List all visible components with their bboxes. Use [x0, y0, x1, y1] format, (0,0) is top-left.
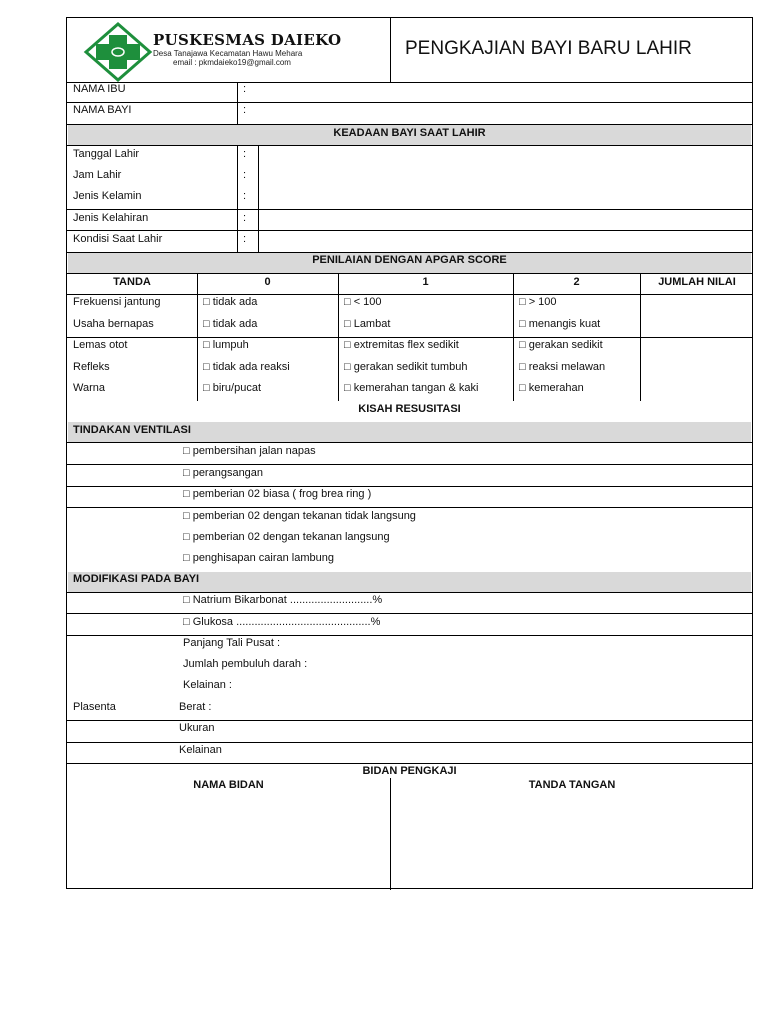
plasenta-item: Kelainan [179, 744, 222, 756]
plasenta-item: Kelainan : [183, 679, 232, 691]
colon: : [243, 233, 247, 245]
section-resusitasi: KISAH RESUSITASI [358, 403, 461, 415]
apgar-sign-muscle: Lemas otot [73, 339, 128, 351]
apgar-option[interactable]: □ tidak ada reaksi [203, 361, 290, 373]
section-apgar: PENILAIAN DENGAN APGAR SCORE [312, 254, 507, 266]
field-kondisi-lahir: Kondisi Saat Lahir [73, 233, 163, 245]
label-nama-ibu: NAMA IBU [73, 83, 126, 95]
plasenta-item: Ukuran [179, 722, 215, 734]
apgar-option[interactable]: □ gerakan sedikit [519, 339, 603, 351]
modifikasi-option[interactable]: □ Natrium Bikarbonat ...........................% [183, 594, 383, 606]
apgar-option[interactable]: □ biru/pucat [203, 382, 262, 394]
apgar-option[interactable]: □ tidak ada [203, 318, 258, 330]
org-email: email : pkmdaieko19@gmail.com [173, 58, 291, 67]
apgar-header-tanda: TANDA [113, 276, 151, 288]
apgar-option[interactable]: □ kemerahan [519, 382, 584, 394]
health-cross-logo [83, 22, 153, 82]
assessment-form [66, 17, 753, 889]
colon: : [243, 169, 247, 181]
colon: : [243, 148, 247, 160]
ventilasi-option[interactable]: □ penghisapan cairan lambung [183, 552, 334, 564]
page-title: PENGKAJIAN BAYI BARU LAHIR [405, 38, 692, 59]
apgar-sign-reflex: Refleks [73, 361, 110, 373]
org-name: PUSKESMAS DAIEKO [153, 31, 342, 49]
ventilasi-option[interactable]: □ pemberian 02 dengan tekanan langsung [183, 531, 390, 543]
apgar-option[interactable]: □ gerakan sedikit tumbuh [344, 361, 468, 373]
plasenta-item: Berat : [179, 701, 212, 713]
apgar-option[interactable]: □ Lambat [344, 318, 391, 330]
label-nama-bidan: NAMA BIDAN [193, 779, 264, 791]
label-nama-bayi: NAMA BAYI [73, 104, 132, 116]
field-jenis-kelamin: Jenis Kelamin [73, 190, 142, 202]
apgar-option[interactable]: □ < 100 [344, 296, 382, 308]
apgar-header-jumlah: JUMLAH NILAI [658, 276, 736, 288]
title-tindakan-ventilasi: TINDAKAN VENTILASI [73, 424, 191, 436]
apgar-option[interactable]: □ kemerahan tangan & kaki [344, 382, 479, 394]
apgar-sign-heart: Frekuensi jantung [73, 296, 161, 308]
apgar-option[interactable]: □ menangis kuat [519, 318, 601, 330]
field-tanggal-lahir: Tanggal Lahir [73, 148, 140, 160]
label-plasenta: Plasenta [73, 701, 116, 713]
apgar-sign-breath: Usaha bernapas [73, 318, 154, 330]
section-bidan-pengkaji: BIDAN PENGKAJI [362, 765, 457, 777]
section-keadaan-lahir: KEADAAN BAYI SAAT LAHIR [333, 127, 486, 139]
ventilasi-option[interactable]: □ perangsangan [183, 467, 264, 479]
colon: : [243, 190, 247, 202]
apgar-option[interactable]: □ tidak ada [203, 296, 258, 308]
apgar-header-0: 0 [264, 276, 271, 288]
apgar-sign-color: Warna [73, 382, 105, 394]
apgar-option[interactable]: □ lumpuh [203, 339, 249, 351]
modifikasi-option[interactable]: □ Glukosa ............................................% [183, 616, 381, 628]
apgar-option[interactable]: □ reaksi melawan [519, 361, 606, 373]
plasenta-item: Jumlah pembuluh darah : [183, 658, 308, 670]
ventilasi-option[interactable]: □ pemberian 02 dengan tekanan tidak langsung [183, 510, 416, 522]
org-address: Desa Tanajawa Kecamatan Hawu Mehara [153, 49, 303, 58]
colon: : [243, 104, 247, 116]
label-tanda-tangan: TANDA TANGAN [528, 779, 616, 791]
colon: : [243, 212, 247, 224]
field-jam-lahir: Jam Lahir [73, 169, 122, 181]
title-modifikasi: MODIFIKASI PADA BAYI [73, 573, 200, 585]
field-jenis-kelahiran: Jenis Kelahiran [73, 212, 149, 224]
apgar-header-1: 1 [422, 276, 429, 288]
plasenta-item: Panjang Tali Pusat : [183, 637, 281, 649]
colon: : [243, 83, 247, 95]
ventilasi-option[interactable]: □ pembersihan jalan napas [183, 445, 316, 457]
apgar-option[interactable]: □ > 100 [519, 296, 557, 308]
apgar-header-2: 2 [573, 276, 580, 288]
ventilasi-option[interactable]: □ pemberian 02 biasa ( frog brea ring ) [183, 488, 372, 500]
apgar-option[interactable]: □ extremitas flex sedikit [344, 339, 459, 351]
